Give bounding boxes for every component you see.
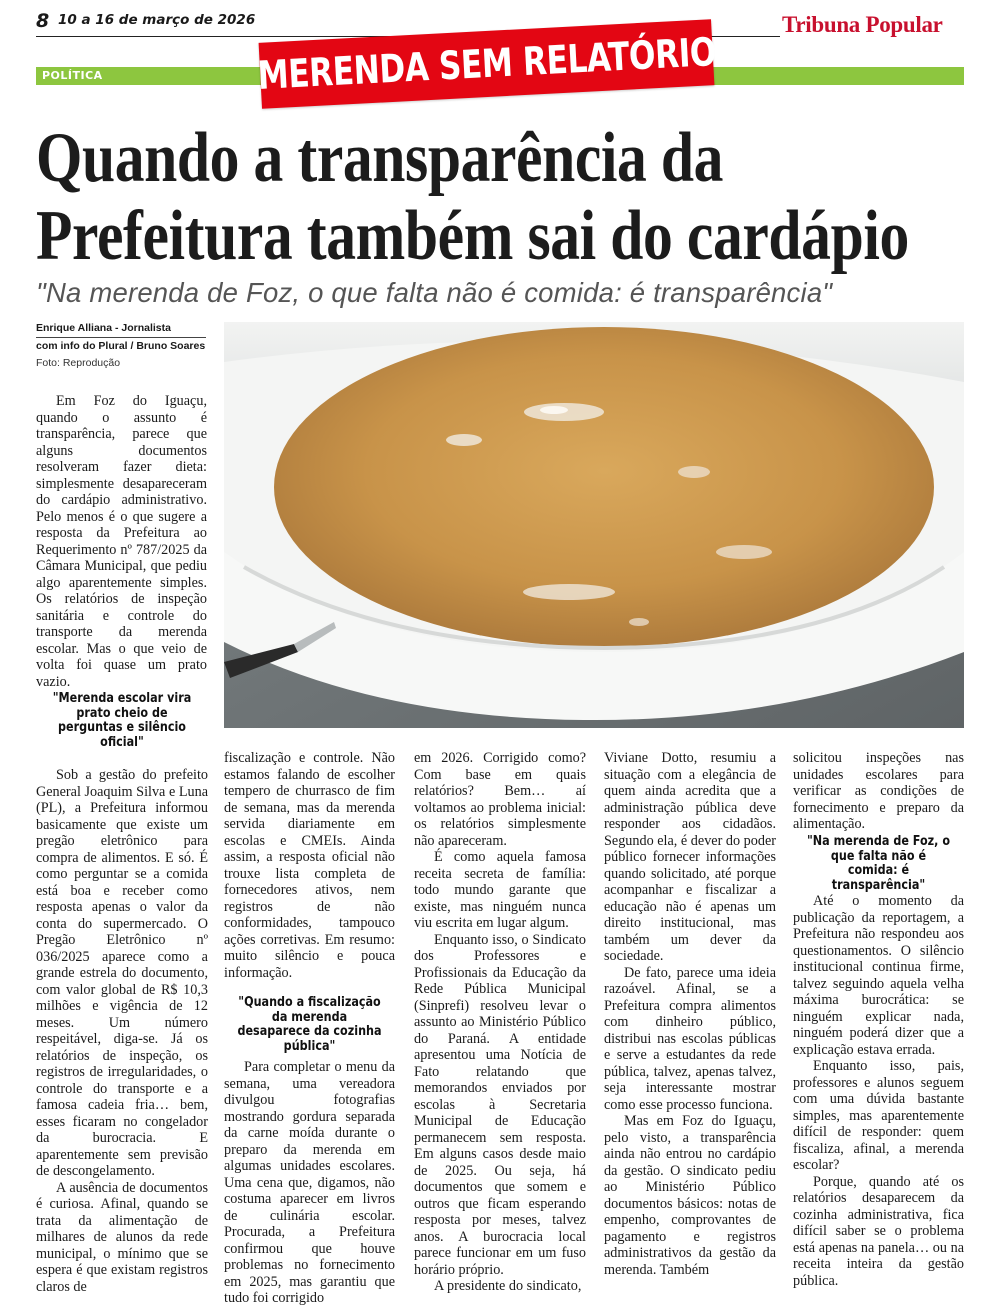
topic-stamp xyxy=(256,19,717,109)
paragraph: Mas em Foz do Iguaçu, pelo visto, a transparência ainda não entrou no cardápio da gestão. O sindicato pediu ao Ministério Público documentos básicos: notas de empenho, comprovantes de pagamento e registros administrativos da gestão da merenda. Também xyxy=(604,1113,776,1278)
paragraph: Sob a gestão do prefeito General Joaquim Silva e Luna (PL), a Prefeitura informou basicamente que existe um pregão eletrônico para compra de alimentos. E só. É como perguntar se a comida está boa e receber como resposta apenas o valor da conta do supermercado. O Pregão Eletrônico nº 036/2025 aparece como a grande estrela do documento, com valor global de R$ 10,3 milhões e vigência de 12 meses. Um número respeitável, diga-se. Já os relatórios de inspeção, os registros de irregularidades, o controle do transporte e a famosa cadeia fria… bem, esses ficaram no congelador da burocracia. E aparentemente sem previsão de descongelamento. xyxy=(36,767,208,1179)
byline-rule xyxy=(36,337,206,338)
article-column-1-top xyxy=(36,393,207,690)
paragraph: solicitou inspeções nas unidades escolares para verificar as condições de fornecimento e preparo da alimentação. xyxy=(793,750,964,832)
page-number: 8 xyxy=(36,10,50,32)
article-column-2 xyxy=(224,750,395,981)
broth-bowl-image xyxy=(224,322,964,728)
headline-line-2: Prefeitura também sai do cardápio xyxy=(36,197,909,275)
headline-line-1: Quando a transparência da xyxy=(36,119,724,197)
paragraph: Em Foz do Iguaçu, quando o assunto é transparência, parece que alguns documentos resolveram fazer dieta: simplesmente desapareceram do cardápio administrativo. Pelo menos é o que sugere a resposta da Prefeitura ao Requerimento nº 787/2025 da Câmara Municipal, que pediu algo aparentemente simples. Os relatórios de inspeção sanitária e controle do transporte da merenda escolar. Mas o que veio de volta foi quase um prato vazio. xyxy=(36,393,207,690)
paragraph: De fato, parece uma ideia razoável. Afinal, se a Prefeitura compra alimentos com dinheiro público, distribui nas escolas públicas e serve a estudantes da rede pública, talvez, apenas talvez, seja interessante mostrar como esse processo funciona. xyxy=(604,964,776,1113)
paragraph: A ausência de documentos é curiosa. Afinal, quando se trata da alimentação de milhares de alunos da rede municipal, o mínimo que se espera é que existam registros claros de xyxy=(36,1179,208,1295)
paragraph: Enquanto isso, o Sindicato dos Professores e Profissionais da Educação da Rede Pública Municipal (Sinprefi) resolveu levar o assunto ao Ministério Público do Paraná. A entidade apresentou uma Notícia de Fato relatando que memorandos enviados por escolas à Secretaria Municipal de Educação permanecem sem resposta. Em alguns casos desde maio de 2025. Ou seja, há documentos que somem e outros que ficam esperando resposta por meses, talvez anos. A burocracia local parece funcionar em um fuso horário próprio. xyxy=(414,931,586,1278)
byline-info: com info do Plural / Bruno Soares xyxy=(36,340,206,352)
article-column-3 xyxy=(414,750,586,1295)
pull-quote-2: "Quando a fiscalização da merenda desaparece da cozinha pública" xyxy=(237,995,382,1054)
paragraph: A presidente do sindicato, xyxy=(434,1278,582,1294)
paragraph: Viviane Dotto, resumiu a situação com a elegância de quem ainda acredita que a administração pública deve responder aos cidadãos. Segundo ela, é dever do poder público fornecer informações quando solicitado, até porque acompanhar e fiscalizar a educação não é apenas um direito institucional, mas também um dever da sociedade. xyxy=(604,750,776,964)
article-column-5 xyxy=(793,750,964,833)
topic-stamp-text: MERENDA SEM RELATÓRIO xyxy=(256,29,717,99)
paragraph: em 2026. Corrigido como? Com base em quais relatórios? Bem… aí voltamos ao problema inicial: os relatórios simplesmente não apareceram. xyxy=(414,750,586,849)
issue-date: 10 a 16 de março de 2026 xyxy=(58,12,256,28)
pull-quote-1: "Merenda escolar vira prato cheio de perguntas e silêncio oficial" xyxy=(52,691,192,750)
section-label: POLÍTICA xyxy=(42,69,103,82)
photo-credit: Foto: Reprodução xyxy=(36,357,121,369)
byline-author: Enrique Alliana - Jornalista xyxy=(36,322,171,334)
paragraph: Enquanto isso, pais, professores e alunos seguem com uma dúvida bastante simples, mas aparentemente difícil de responder: quem fiscaliza, afinal, a merenda escolar? xyxy=(793,1058,964,1173)
paragraph: fiscalização e controle. Não estamos falando de escolher tempero de churrasco de fim de semana, mas da merenda servida diariamente em escolas e CMEIs. Ainda assim, a resposta oficial não trouxe lista completa de fornecedores ativos, nem registros de não conformidades, tampouco ações corretivas. Em resumo: muito silêncio e pouca informação. xyxy=(224,750,395,981)
article-photo xyxy=(224,322,964,728)
paragraph: Porque, quando até os relatórios desaparecem da cozinha administrativa, fica difícil saber se o problema está apenas na panela… ou na receita inteira da gestão pública. xyxy=(793,1173,964,1289)
pull-quote-3: "Na merenda de Foz, o que falta não é comida: é transparência" xyxy=(806,834,951,893)
paragraph: É como aquela famosa receita secreta de família: todo mundo garante que existe, mas ninguém nunca viu escrita em lugar algum. xyxy=(414,849,586,931)
article-column-4 xyxy=(604,750,776,1278)
article-subtitle: "Na merenda de Foz, o que falta não é comida: é transparência" xyxy=(36,277,833,308)
article-column-1-bottom xyxy=(36,767,208,1295)
article-column-2-bottom xyxy=(224,1059,395,1307)
paragraph: Para completar o menu da semana, uma vereadora divulgou fotografias mostrando gordura separada da carne moída durante o preparo da merenda em algumas unidades escolares. Uma cena que, digamos, não costuma aparecer em livros de culinária escolar. Procurada, a Prefeitura confirmou que houve problemas no fornecimento em 2025, mas garantiu que tudo foi corrigido xyxy=(224,1059,395,1306)
newspaper-masthead: Tribuna Popular xyxy=(782,12,943,37)
paragraph: Até o momento da publicação da reportagem, a Prefeitura não respondeu aos questionamentos. O silêncio institucional continua firme, talvez seguindo aquela velha máxima burocrática: se ninguém explicar nada, ninguém poderá dizer que a explicação estava errada. xyxy=(793,893,964,1058)
article-column-5-bottom xyxy=(793,893,964,1289)
